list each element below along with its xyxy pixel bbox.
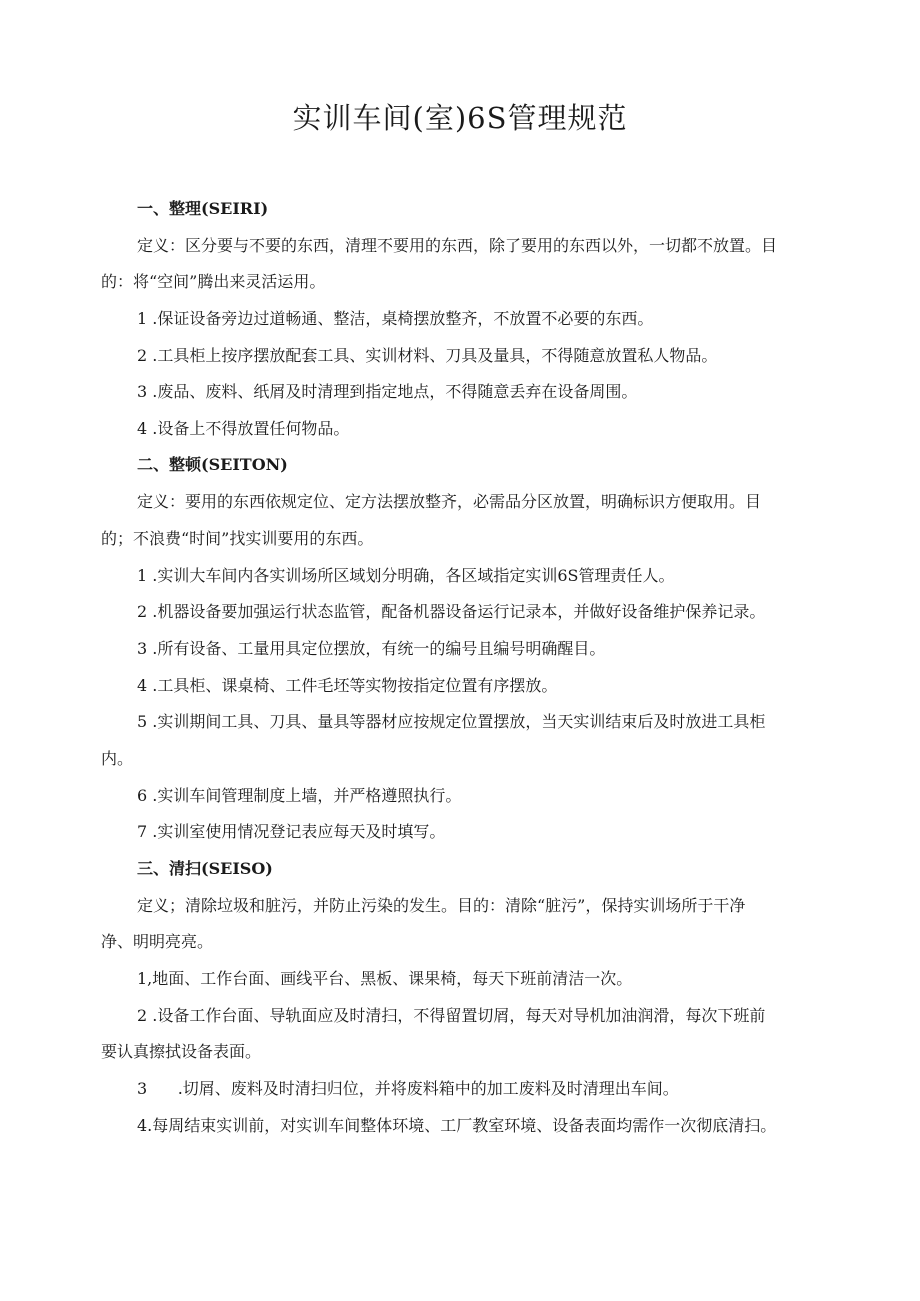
list-item: 6 .实训车间管理制度上墙，并严格遵照执行。 bbox=[137, 786, 462, 805]
list-item: 7 .实训室使用情况登记表应每天及时填写。 bbox=[137, 822, 446, 841]
section-heading-seiso: 三、清扫(SEISO) bbox=[137, 859, 273, 878]
list-item: 3 .所有设备、工量用具定位摆放，有统一的编号且编号明确醒目。 bbox=[137, 639, 606, 658]
definition-line: 定义：要用的东西依规定位、定方法摆放整齐，必需品分区放置，明确标识方便取用。目 bbox=[137, 492, 762, 511]
list-item-continuation: 内。 bbox=[101, 749, 134, 768]
section-heading-seiton: 二、整顿(SEITON) bbox=[137, 455, 288, 474]
list-item: 1 .实训大车间内各实训场所区域划分明确，各区域指定实训6S管理责任人。 bbox=[137, 566, 675, 585]
list-item: 2 .工具柜上按序摆放配套工具、实训材料、刀具及量具，不得随意放置私人物品。 bbox=[137, 346, 718, 365]
list-item: 4 .工具柜、课桌椅、工件毛坯等实物按指定位置有序摆放。 bbox=[137, 676, 558, 695]
definition-line: 定义；清除垃圾和脏污，并防止污染的发生。目的：清除“脏污”，保持实训场所于干净 bbox=[137, 896, 746, 915]
definition-line: 的；不浪费“时间”找实训要用的东西。 bbox=[101, 529, 374, 548]
list-item: 1,地面、工作台面、画线平台、黑板、课果椅，每天下班前清洁一次。 bbox=[137, 969, 633, 988]
list-item-continuation: 要认真擦拭设备表面。 bbox=[101, 1042, 262, 1061]
list-item: 1 .保证设备旁边过道畅通、整洁，桌椅摆放整齐，不放置不必要的东西。 bbox=[137, 309, 654, 328]
list-item: 3 .废品、废料、纸屑及时清理到指定地点，不得随意丢弃在设备周围。 bbox=[137, 382, 638, 401]
list-item: 2 .设备工作台面、导轨面应及时清扫，不得留置切屑，每天对导机加油润滑，每次下班前 bbox=[137, 1006, 766, 1025]
definition-line: 净、明明亮亮。 bbox=[101, 932, 214, 951]
definition-line: 的：将“空间”腾出来灵活运用。 bbox=[101, 272, 326, 291]
section-heading-seiri: 一、整理(SEIRI) bbox=[137, 199, 269, 218]
list-item: 5 .实训期间工具、刀具、量具等器材应按规定位置摆放，当天实训结束后及时放进工具柜 bbox=[137, 712, 766, 731]
list-item: 4 .设备上不得放置任何物品。 bbox=[137, 419, 350, 438]
list-item: 4.每周结束实训前，对实训车间整体环境、工厂教室环境、设备表面均需作一次彻底清扫。 bbox=[137, 1116, 777, 1135]
document-title: 实训车间(室)6S管理规范 bbox=[292, 101, 628, 135]
list-item: 2 .机器设备要加强运行状态监管，配备机器设备运行记录本，并做好设备维护保养记录。 bbox=[137, 602, 766, 621]
list-item: 3 .切屑、废料及时清扫归位，并将废料箱中的加工废料及时清理出车间。 bbox=[137, 1079, 679, 1098]
definition-line: 定义：区分要与不要的东西，清理不要用的东西，除了要用的东西以外，一切都不放置。目 bbox=[137, 236, 778, 255]
